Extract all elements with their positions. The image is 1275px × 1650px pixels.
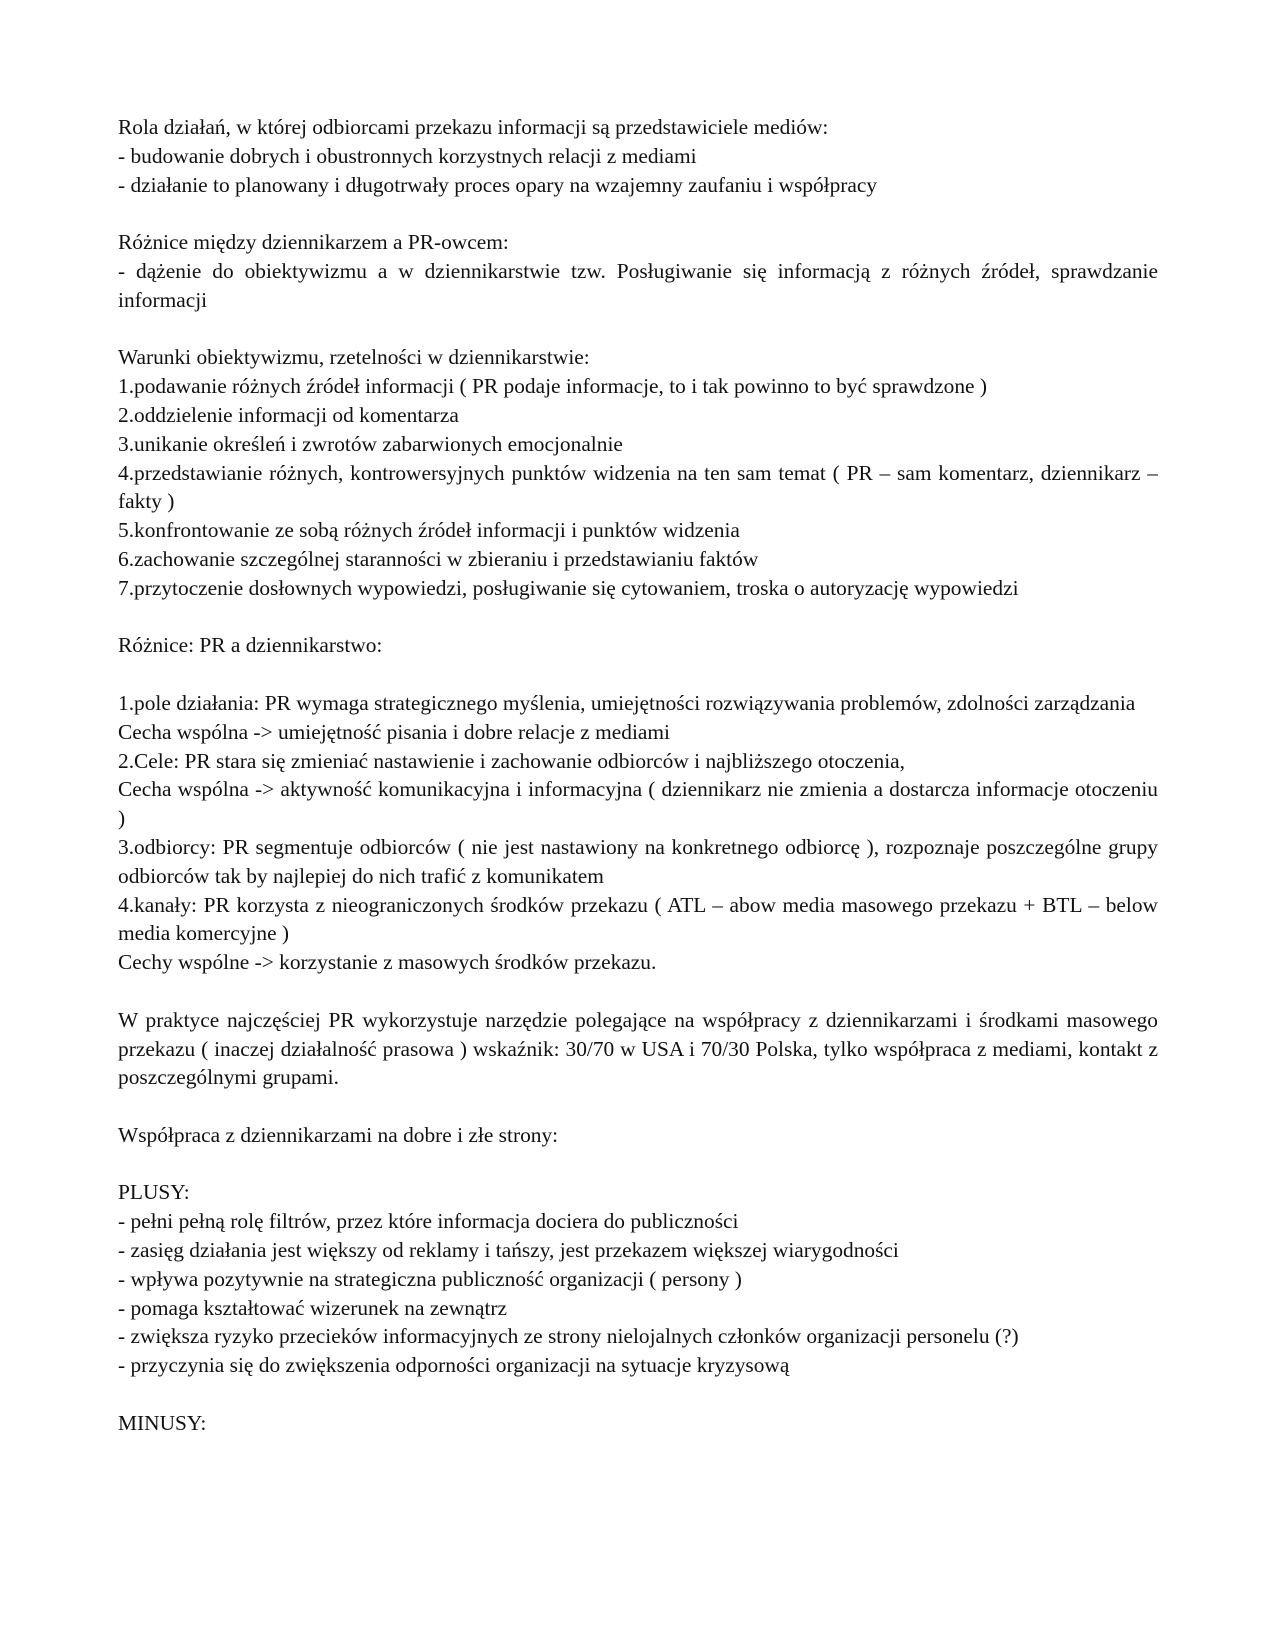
- section-heading-journalist-vs-pr: Różnice między dziennikarzem a PR-owcem:: [118, 230, 509, 255]
- list-item: 4.kanały: PR korzysta z nieograniczonych środków przekazu ( ATL – abow media masowego przekazu + BTL – below media komercyjne ): [118, 892, 1158, 946]
- list-item: - pełni pełną rolę filtrów, przez które informacja dociera do publiczności: [118, 1209, 739, 1234]
- paragraph-spacer: [118, 199, 1158, 228]
- minusy-heading: MINUSY:: [118, 1410, 207, 1435]
- list-item: 4.przedstawianie różnych, kontrowersyjnych punktów widzenia na ten sam temat ( PR – sam komentarz, dziennikarz – fakty ): [118, 460, 1158, 514]
- list-item: - wpływa pozytywnie na strategiczna publiczność organizacji ( persony ): [118, 1266, 742, 1291]
- section-heading-media-relations: Rola działań, w której odbiorcami przekazu informacji są przedstawiciele mediów:: [118, 115, 829, 139]
- section-heading-objectivity: Warunki obiektywizmu, rzetelności w dziennikarstwie:: [118, 345, 590, 370]
- list-item: - działanie to planowany i długotrwały proces opary na wzajemny zaufaniu i współpracy: [118, 172, 878, 197]
- list-item: 3.unikanie określeń i zwrotów zabarwionych emocjonalnie: [118, 431, 623, 456]
- list-item: 6.zachowanie szczególnej staranności w zbieraniu i przedstawianiu faktów: [118, 546, 759, 571]
- paragraph-spacer: [118, 977, 1158, 1006]
- list-item: 1.pole działania: PR wymaga strategicznego myślenia, umiejętności rozwiązywania problemów, zdolności zarządzania: [118, 690, 1136, 715]
- paragraph-spacer: [118, 603, 1158, 632]
- paragraph-spacer: [118, 1092, 1158, 1121]
- list-item: 3.odbiorcy: PR segmentuje odbiorców ( nie jest nastawiony na konkretnego odbiorcę ), rozpoznaje poszczególne grupy odbiorców tak by najlepiej do nich trafić z komunikatem: [118, 834, 1158, 888]
- paragraph-spacer: [118, 1150, 1158, 1179]
- plusy-heading: PLUSY:: [118, 1180, 190, 1205]
- list-item: - dążenie do obiektywizmu a w dziennikarstwie tzw. Posługiwanie się informacją z różnych źródeł, sprawdzanie informacji: [118, 258, 1158, 312]
- list-item: - budowanie dobrych i obustronnych korzystnych relacji z mediami: [118, 143, 697, 168]
- list-item: 2.oddzielenie informacji od komentarza: [118, 402, 459, 427]
- list-item: 2.Cele: PR stara się zmieniać nastawienie i zachowanie odbiorców i najbliższego otoczenia,: [118, 748, 906, 773]
- list-item: Cecha wspólna -> aktywność komunikacyjna i informacyjna ( dziennikarz nie zmienia a dostarcza informacje otoczeniu ): [118, 777, 1158, 831]
- paragraph-spacer: [118, 660, 1158, 689]
- list-item: - zwiększa ryzyko przecieków informacyjnych ze strony nielojalnych członków organizacji personelu (?): [118, 1324, 1019, 1349]
- paragraph-spacer: [118, 315, 1158, 344]
- list-item: 7.przytoczenie dosłownych wypowiedzi, posługiwanie się cytowaniem, troska o autoryzację wypowiedzi: [118, 575, 1019, 600]
- paragraph-spacer: [118, 1380, 1158, 1409]
- list-item: - pomaga kształtować wizerunek na zewnątrz: [118, 1295, 508, 1320]
- document-page: [118, 113, 1158, 1438]
- list-item: Cecha wspólna -> umiejętność pisania i dobre relacje z mediami: [118, 719, 670, 744]
- list-item: 5.konfrontowanie ze sobą różnych źródeł informacji i punktów widzenia: [118, 518, 740, 543]
- list-item: - przyczynia się do zwiększenia odporności organizacji na sytuacje kryzysową: [118, 1353, 790, 1378]
- list-item: - zasięg działania jest większy od reklamy i tańszy, jest przekazem większej wiarygodności: [118, 1238, 899, 1263]
- paragraph-press-activity: W praktyce najczęściej PR wykorzystuje narzędzie polegające na współpracy z dziennikarzami i środkami masowego przekazu ( inaczej działalność prasowa ) wskaźnik: 30/70 w USA i 70/30 Polska, tylko współpraca z mediami, kontakt z poszczególnymi grupami.: [118, 1007, 1158, 1090]
- section-heading-cooperation: Współpraca z dziennikarzami na dobre i złe strony:: [118, 1122, 559, 1147]
- section-heading-pr-vs-journalism: Różnice: PR a dziennikarstwo:: [118, 633, 383, 658]
- list-item: 1.podawanie różnych źródeł informacji ( PR podaje informacje, to i tak powinno to być sprawdzone ): [118, 374, 988, 399]
- list-item: Cechy wspólne -> korzystanie z masowych środków przekazu.: [118, 950, 657, 975]
